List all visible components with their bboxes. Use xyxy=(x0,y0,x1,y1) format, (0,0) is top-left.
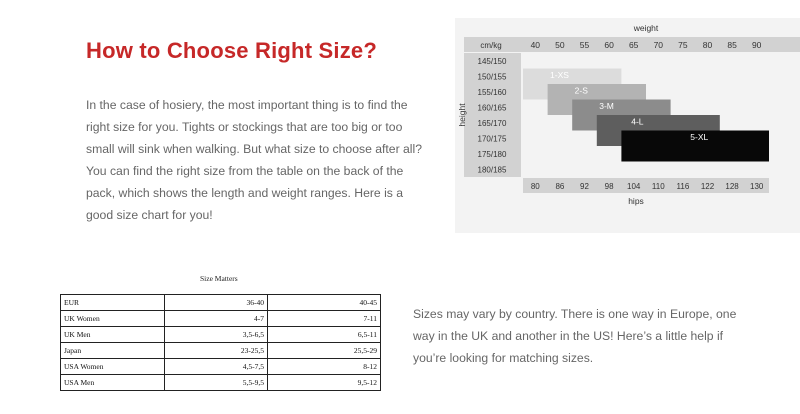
table-cell: 5,5-9,5 xyxy=(164,375,267,391)
table-cell: UK Women xyxy=(61,311,165,327)
hips-tick: 80 xyxy=(530,182,540,191)
size-label: 5-XL xyxy=(690,131,709,142)
table-cell: USA Women xyxy=(61,359,165,375)
weight-tick: 90 xyxy=(751,40,762,50)
size-chart-image xyxy=(455,18,800,233)
height-tick: 170/175 xyxy=(477,134,507,144)
table-cell: 3,5-6,5 xyxy=(164,327,267,343)
table-cell: Japan xyxy=(61,343,165,359)
table-cell: USA Men xyxy=(61,375,165,391)
intro-paragraph: In the case of hosiery, the most important thing is to find the right size for you. Tights or stockings that are too big or too small will sink when walking. But what size to choose after all? You can find the right size from the table on the back of the pack, which shows the length and weight ranges. Here is a good size chart for you! xyxy=(86,98,422,222)
table-row xyxy=(61,295,381,311)
height-tick: 175/180 xyxy=(477,149,507,159)
size-label: 2-S xyxy=(574,85,588,96)
weight-tick: 40 xyxy=(530,40,541,50)
table-caption: Size Matters xyxy=(200,274,238,283)
table-cell: EUR xyxy=(61,295,165,311)
table-cell: 40-45 xyxy=(268,295,381,311)
table-cell: 23-25,5 xyxy=(164,343,267,359)
size-conversion-table xyxy=(60,294,381,391)
corner-label: cm/kg xyxy=(480,41,502,50)
size-label: 1-XS xyxy=(550,69,569,80)
hips-label: hips xyxy=(628,196,644,206)
height-tick: 145/150 xyxy=(477,56,507,66)
hips-tick: 92 xyxy=(580,182,589,191)
table-row xyxy=(61,343,381,359)
table-cell: 8-12 xyxy=(268,359,381,375)
weight-tick: 85 xyxy=(727,40,737,50)
table-cell: 7-11 xyxy=(268,311,381,327)
height-tick: 155/160 xyxy=(477,87,507,97)
size-chart-svg xyxy=(455,18,800,233)
table-cell: 6,5-11 xyxy=(268,327,381,343)
height-tick: 180/185 xyxy=(477,165,507,175)
weight-tick: 70 xyxy=(653,40,664,50)
table-cell: 4,5-7,5 xyxy=(164,359,267,375)
height-tick: 150/155 xyxy=(477,72,507,82)
height-tick: 160/165 xyxy=(477,103,507,113)
page-title: How to Choose Right Size? xyxy=(86,38,377,63)
weight-tick: 50 xyxy=(555,40,565,50)
table-row xyxy=(61,311,381,327)
hips-tick: 104 xyxy=(627,182,641,191)
hips-tick: 86 xyxy=(555,182,565,191)
hips-tick: 116 xyxy=(676,182,690,191)
table-cell: 9,5-12 xyxy=(268,375,381,391)
weight-tick: 55 xyxy=(579,40,590,50)
size-label: 3-M xyxy=(599,100,614,111)
country-sizes-paragraph: Sizes may vary by country. There is one way in Europe, one way in the UK and another in the US! Here’s a little help if you’re looking for matching sizes. xyxy=(413,307,737,365)
table-cell: 25,5-29 xyxy=(268,343,381,359)
hips-tick: 122 xyxy=(700,182,715,191)
table-cell: 4-7 xyxy=(164,311,267,327)
table-row xyxy=(61,327,381,343)
height-label: height xyxy=(457,103,467,127)
table-cell: UK Men xyxy=(61,327,165,343)
table-cell: 36-40 xyxy=(164,295,267,311)
hips-tick: 110 xyxy=(651,182,665,191)
height-tick: 165/170 xyxy=(477,118,507,128)
weight-tick: 65 xyxy=(628,40,639,50)
table-row xyxy=(61,359,381,375)
weight-tick: 80 xyxy=(702,40,713,50)
weight-label: weight xyxy=(633,23,659,33)
weight-tick: 75 xyxy=(678,40,688,50)
weight-tick: 60 xyxy=(604,40,614,50)
size-label: 4-L xyxy=(631,116,644,127)
hips-tick: 128 xyxy=(725,182,739,191)
hips-tick: 130 xyxy=(750,182,764,191)
hips-tick: 98 xyxy=(604,182,614,191)
table-row xyxy=(61,375,381,391)
